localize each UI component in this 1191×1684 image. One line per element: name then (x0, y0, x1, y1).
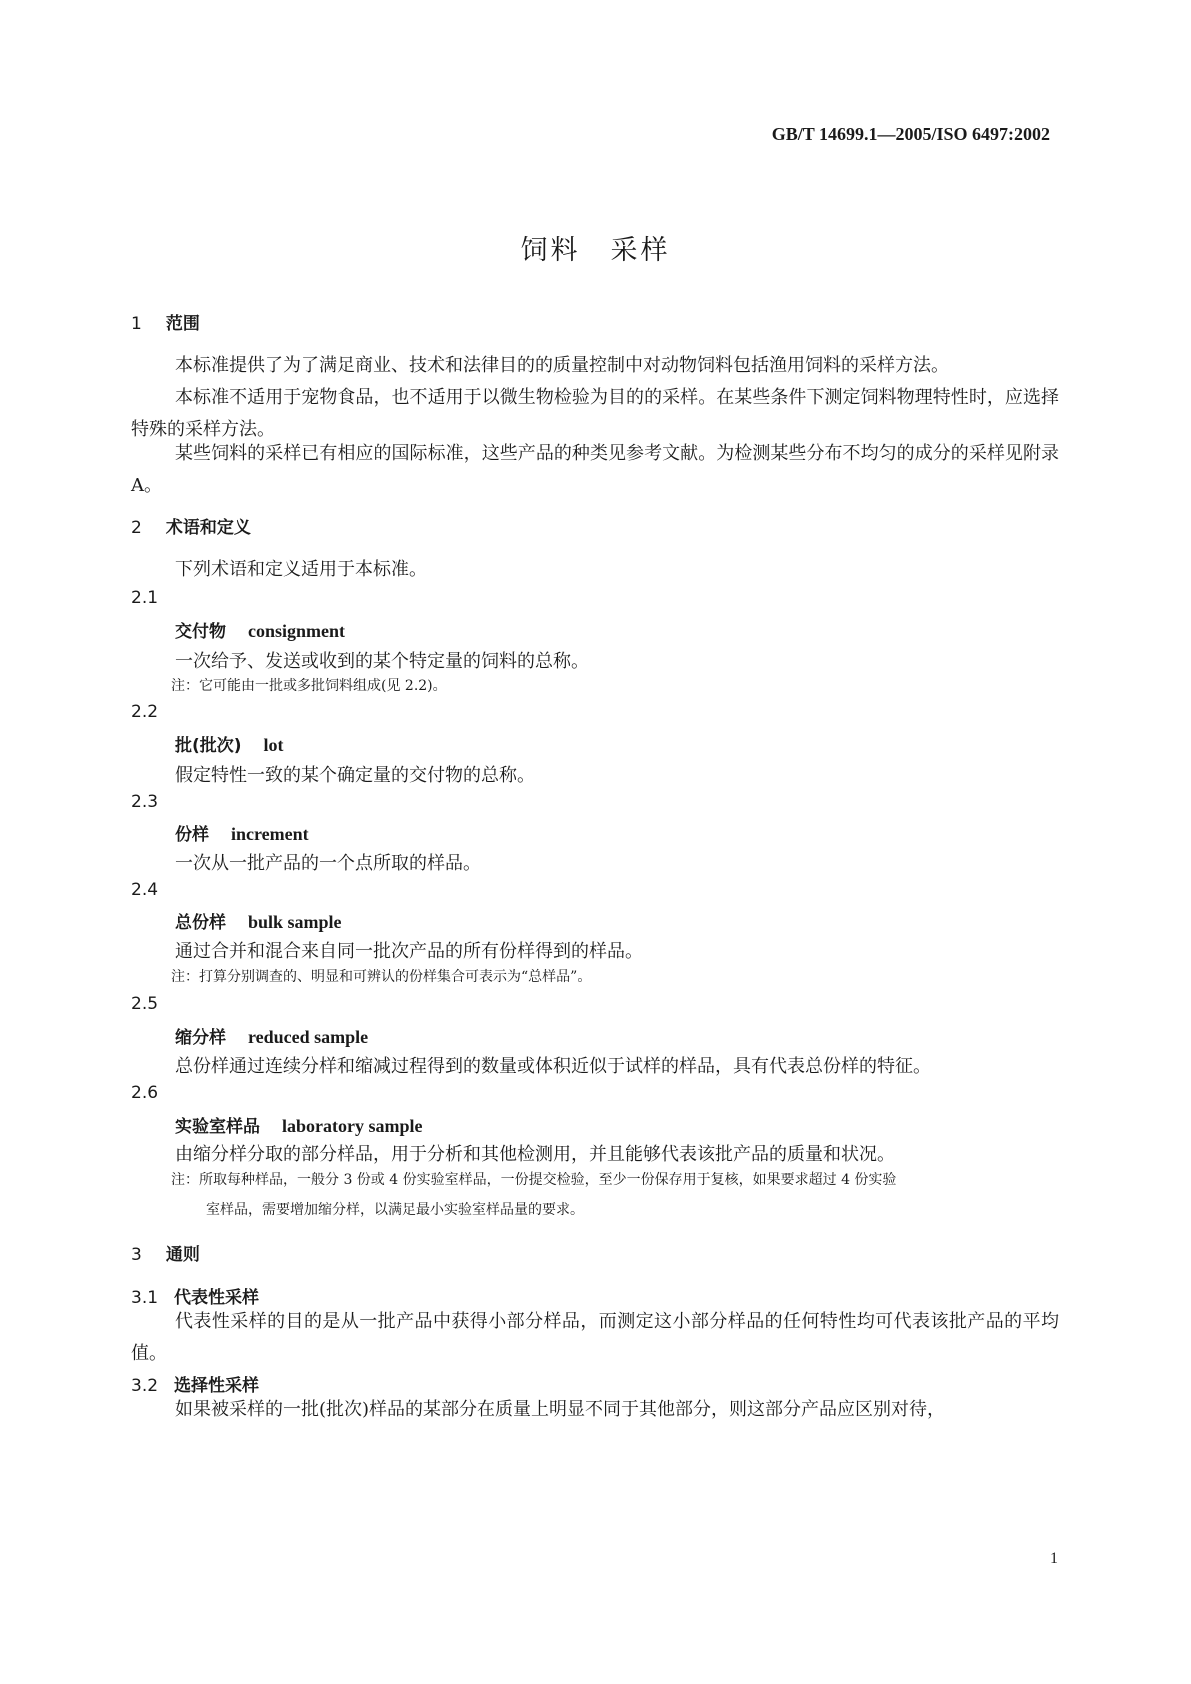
term-zh: 批(批次) (175, 736, 242, 756)
term-en: bulk sample (248, 912, 342, 932)
term-definition: 总份样通过连续分样和缩减过程得到的数量或体积近似于试样的样品，具有代表总份样的特征。 (175, 1056, 931, 1077)
term-zh: 份样 (175, 825, 209, 845)
term-zh: 实验室样品 (175, 1117, 260, 1137)
term-title (175, 617, 345, 642)
intro-text: 下列术语和定义适用于本标准。 (175, 559, 427, 580)
paragraph: 某些饲料的采样已有相应的国际标准，这些产品的种类见参考文献。为检测某些分布不均匀的成分的采样见附录 A。 (131, 443, 1059, 496)
term-zh: 交付物 (175, 622, 226, 642)
term-en: reduced sample (248, 1027, 369, 1047)
term-definition: 通过合并和混合来自同一批次产品的所有份样得到的样品。 (175, 941, 643, 962)
section-number: 2 (131, 518, 142, 538)
term-number: 2.6 (131, 1083, 159, 1103)
term-number: 2.4 (131, 880, 159, 900)
section-title: 术语和定义 (165, 518, 251, 538)
term-title (175, 908, 342, 933)
term-definition: 一次给予、发送或收到的某个特定量的饲料的总称。 (175, 651, 589, 672)
section-title: 通则 (165, 1245, 200, 1265)
subsection-number: 3.2 (131, 1376, 159, 1396)
note-line: 注：所取每种样品，一般分 3 份或 4 份实验室样品，一份提交检验，至少一份保存用于复核，如果要求超过 4 份实验 (171, 1172, 897, 1188)
term-title (175, 1112, 422, 1137)
paragraph: 本标准提供了为了满足商业、技术和法律目的的质量控制中对动物饲料包括渔用饲料的采样方法。 (175, 355, 949, 376)
term-zh: 总份样 (175, 913, 226, 933)
page-number: 1 (1050, 1550, 1058, 1567)
term-en: lot (263, 735, 284, 755)
term-note (171, 1165, 1061, 1225)
paragraph: 本标准不适用于宠物食品，也不适用于以微生物检验为目的的采样。在某些条件下测定饲料物理特性时，应选择特殊的采样方法。 (131, 387, 1059, 440)
section-number: 3 (131, 1245, 142, 1265)
term-en: consignment (248, 621, 346, 641)
paragraph: 如果被采样的一批(批次)样品的某部分在质量上明显不同于其他部分，则这部分产品应区别对待， (175, 1399, 946, 1420)
term-en: laboratory sample (282, 1116, 423, 1136)
term-number: 2.5 (131, 994, 159, 1014)
subsection-3-2-heading (131, 1371, 259, 1396)
paragraph: 代表性采样的目的是从一批产品中获得小部分样品，而测定这小部分样品的任何特性均可代表该批产品的平均值。 (131, 1311, 1059, 1364)
term-zh: 缩分样 (175, 1028, 226, 1048)
term-number: 2.1 (131, 588, 159, 608)
term-title (175, 731, 284, 756)
term-definition: 一次从一批产品的一个点所取的样品。 (175, 853, 481, 874)
term-number: 2.3 (131, 792, 159, 812)
term-definition: 假定特性一致的某个确定量的交付物的总称。 (175, 765, 535, 786)
section-number: 1 (131, 314, 142, 334)
document-title: 饲料 采样 (520, 235, 671, 266)
term-definition: 由缩分样分取的部分样品，用于分析和其他检测用，并且能够代表该批产品的质量和状况。 (175, 1144, 895, 1165)
term-en: increment (231, 824, 309, 844)
term-note: 注：它可能由一批或多批饲料组成(见 2.2)。 (171, 678, 447, 694)
section-title: 范围 (165, 314, 200, 334)
section-2-heading (131, 513, 251, 538)
section-3-heading (131, 1240, 200, 1265)
term-number: 2.2 (131, 702, 159, 722)
subsection-title: 代表性采样 (174, 1288, 260, 1308)
term-title (175, 820, 309, 845)
subsection-number: 3.1 (131, 1288, 159, 1308)
section-1-heading (131, 309, 200, 334)
subsection-3-1-heading (131, 1283, 259, 1308)
note-line: 室样品，需要增加缩分样，以满足最小实验室样品量的要求。 (206, 1202, 584, 1218)
term-note: 注：打算分别调查的、明显和可辨认的份样集合可表示为“总样品”。 (171, 969, 592, 985)
term-title (175, 1023, 368, 1048)
subsection-title: 选择性采样 (174, 1376, 260, 1396)
standard-code: GB/T 14699.1—2005/ISO 6497:2002 (771, 124, 1050, 144)
